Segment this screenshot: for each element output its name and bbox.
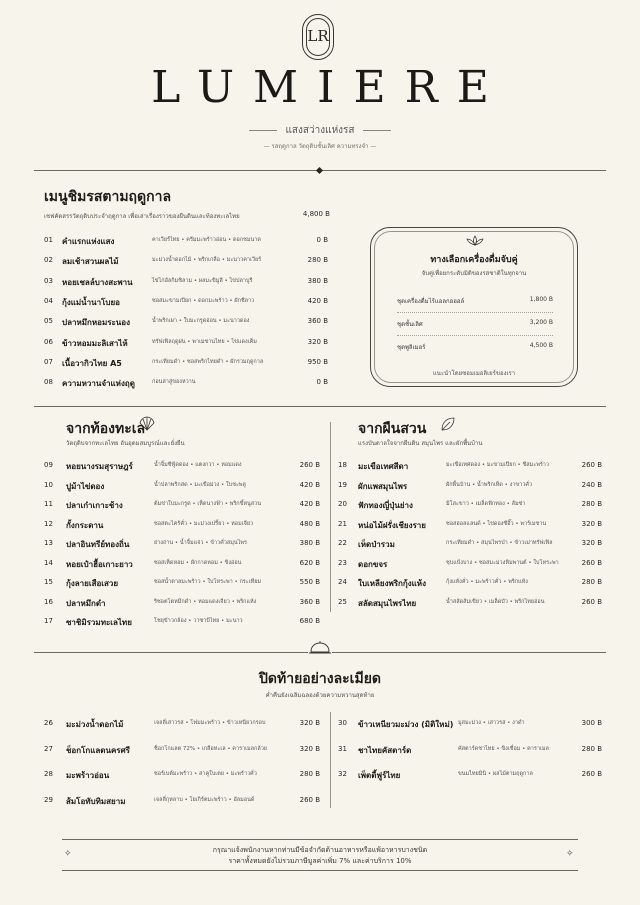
tasting-subtitle: เชฟคัดสรรวัตถุดิบประจำฤดูกาล เพื่อเล่าเรื่องราวของผืนดินและท้องทะเลไทย <box>44 213 240 220</box>
item-number: 27 <box>44 744 53 753</box>
menu-item <box>338 598 602 610</box>
dessert-column-divider <box>330 712 331 808</box>
item-number: 03 <box>44 276 53 285</box>
item-name: มะพร้าวอ่อน <box>66 771 110 780</box>
item-name: ปลาหมึกดำ <box>66 598 106 608</box>
cloche-icon <box>308 640 332 656</box>
menu-item <box>338 461 602 473</box>
item-name: สลัดสมุนไพรไทย <box>358 598 417 608</box>
menu-item <box>338 559 602 571</box>
item-name: เพ็ตตี้ฟูร์ไทย <box>358 771 401 780</box>
garden-title: จากผืนสวน <box>358 421 427 437</box>
footer-note <box>62 839 578 871</box>
menu-item <box>44 481 320 493</box>
logo-emblem <box>302 14 334 60</box>
item-number: 12 <box>44 519 53 528</box>
item-name: กุ้งลายเสือเสวย <box>66 579 119 588</box>
item-number: 32 <box>338 770 347 778</box>
item-name: เห็ดป่ารวม <box>358 540 395 549</box>
menu-item <box>338 520 602 532</box>
pairing-box <box>370 227 578 387</box>
pairing-separator <box>397 335 553 336</box>
item-name: มะเขือเทศสีดา <box>358 462 409 471</box>
item-price: 280 B <box>307 256 328 265</box>
item-price: 420 B <box>299 500 320 508</box>
menu-item <box>44 617 320 629</box>
item-price: 260 B <box>581 558 602 567</box>
item-number: 26 <box>44 719 53 727</box>
item-number: 04 <box>44 296 53 305</box>
menu-item <box>44 539 320 551</box>
item-name: ผักแพสมุนไพร <box>358 481 408 491</box>
menu-item <box>44 461 320 473</box>
dessert-title: ปิดท้ายอย่างละเมียด <box>259 671 381 687</box>
menu-item <box>338 578 602 590</box>
pairing-separator <box>397 312 553 313</box>
pairing-price: 1,800 B <box>529 296 553 303</box>
menu-item <box>44 520 320 532</box>
pairing-name: ชุดพูลิเมอร์ <box>397 344 426 351</box>
item-name: ซาชิมิรวมทะเลไทย <box>66 618 132 627</box>
item-description: ซอสมะขามเปียก • ดอกมะพร้าว • ผักชีลาว <box>152 297 255 304</box>
item-price: 260 B <box>581 770 602 778</box>
item-description: ชุบแป้งบาง • ซอสมะม่วงหิมพานต์ • ใบโหระพา <box>446 559 559 566</box>
menu-item <box>44 559 320 571</box>
item-name: ช็อกโกแลตนครศรี <box>66 745 130 755</box>
pairing-title: ทางเลือกเครื่องดื่มจับคู่ <box>430 255 518 265</box>
item-number: 28 <box>44 770 53 778</box>
item-name: ปูม้าไข่ดอง <box>66 481 105 491</box>
pairing-subtitle: จับคู่เพื่อยกระดับมิติของรสชาติในทุกจาน <box>421 270 527 277</box>
menu-item <box>44 770 320 782</box>
item-price: 0 B <box>316 236 328 244</box>
item-description: ริซอตโตหมึกดำ • หอมแดงเจียว • พริกแห้ง <box>154 598 257 605</box>
item-description: น้ำสลัดส้มเขียว • เมล็ดบัว • พริกไทยอ่อน <box>446 598 545 605</box>
item-number: 07 <box>44 357 53 366</box>
item-number: 18 <box>338 461 347 469</box>
item-price: 620 B <box>299 558 320 567</box>
item-description: คัสตาร์ดชาไทย • ขิงเชื่อม • คาราเมล <box>458 745 549 752</box>
item-description: กระเทียมดำ • สมุนไพรป่า • ข้าวเม่าทรัฟเฟิล <box>446 540 553 546</box>
menu-item <box>44 236 328 248</box>
menu-item <box>44 578 320 590</box>
item-price: 360 B <box>299 597 320 606</box>
item-name: ข้าวหอมมะลิเสาไห้ <box>62 338 128 348</box>
item-price: 360 B <box>307 317 328 326</box>
item-price: 260 B <box>581 461 602 469</box>
item-name: ปลาเก๋าเกาะช้าง <box>66 501 123 510</box>
item-number: 08 <box>44 378 53 387</box>
garden-subtitle: แรงบันดาลใจจากผืนดิน สมุนไพร และผักพื้นบ้าน <box>358 440 483 447</box>
item-description: ซอสเห็ดหอม • ผักกาดหอม • ขิงอ่อน <box>154 559 242 566</box>
shell-icon <box>138 416 156 436</box>
item-name: ปลาหมึกหอมระนอง <box>62 318 130 328</box>
section-divider <box>34 406 606 407</box>
item-description: มะเขือเทศดอง • มะขามเปียก • ชีสมะพร้าว <box>446 462 549 468</box>
pairing-row <box>397 342 553 352</box>
item-price: 380 B <box>299 539 320 547</box>
item-price: 320 B <box>581 519 602 528</box>
item-number: 21 <box>338 519 347 528</box>
column-divider <box>330 422 331 612</box>
item-description: ย่างถ่าน • น้ำจิ้มแจ่ว • ข้าวคั่วสมุนไพร <box>154 540 248 546</box>
pairing-price: 3,200 B <box>529 319 553 326</box>
pairing-footer: แนะนำโดยซอมเมอลิเยร์ของเรา <box>432 370 516 377</box>
item-price: 420 B <box>299 480 320 489</box>
item-name: ส้มโอทับทิมสยาม <box>66 796 126 806</box>
item-number: 31 <box>338 744 347 753</box>
item-price: 320 B <box>581 539 602 547</box>
item-name: ปลาอินทรีย์ทองถิ่น <box>66 540 130 549</box>
lotus-icon <box>465 232 485 244</box>
item-number: 22 <box>338 539 347 547</box>
item-number: 10 <box>44 480 53 489</box>
menu-item <box>338 719 602 731</box>
menu-item <box>44 378 328 390</box>
item-number: 19 <box>338 480 347 489</box>
divider-diamond <box>316 167 323 174</box>
pairing-name: ชุดเครื่องดื่มไร้แอลกอฮอล์ <box>397 298 465 305</box>
menu-item <box>44 598 320 610</box>
item-price: 550 B <box>299 578 320 586</box>
item-name: ฟักทองญี่ปุ่นย่าง <box>358 501 413 510</box>
pairing-row <box>397 296 553 306</box>
item-number: 11 <box>44 500 53 508</box>
item-name: มะม่วงน้ำดอกไม้ <box>66 720 124 729</box>
item-number: 15 <box>44 578 53 586</box>
item-name: หอยนางรมสุราษฎร์ <box>66 462 133 471</box>
menu-item <box>338 539 602 551</box>
item-name: ชาไทยคัสตาร์ด <box>358 745 412 755</box>
item-price: 260 B <box>299 461 320 469</box>
item-number: 14 <box>44 558 53 567</box>
item-price: 320 B <box>299 744 320 753</box>
item-name: กั้งกระดาน <box>66 520 104 530</box>
item-description: ซอสน้ำตาลมะพร้าว • ใบโหระพา • กระเทียม <box>154 579 262 585</box>
item-name: กุ้งแม่น้ำนาโบยอ <box>62 297 120 307</box>
tasting-price: 4,800 B <box>302 210 330 218</box>
item-number: 16 <box>44 597 53 606</box>
item-description: คาเวียร์ไทย • ครีมมะพร้าวอ่อน • ดอกชมนาด <box>152 237 261 243</box>
item-price: 280 B <box>581 500 602 508</box>
brand-name: LUMIERE <box>151 62 508 113</box>
sea-title: จากท้องทะเล <box>66 421 146 437</box>
item-name: ความหวานจำแห่งฤดู <box>62 379 135 389</box>
menu-item <box>44 796 320 808</box>
item-number: 20 <box>338 500 347 508</box>
item-description: ผักพื้นบ้าน • น้ำพริกเห็ด • งาขาวคั่ว <box>446 481 533 488</box>
item-number: 24 <box>338 578 347 586</box>
item-description: เจลลี่กุหลาบ • โยเกิร์ตมะพร้าว • อัลมอนด์ <box>154 796 255 803</box>
item-description: ไข่ไก่อัลกิมซิลาม • ผลมะขิมูลี • ไข่ปลาบูรี <box>152 277 253 284</box>
menu-item <box>44 338 328 350</box>
tagline: แสงสว่างแห่งรส <box>0 123 640 138</box>
item-number: 09 <box>44 461 53 469</box>
item-number: 29 <box>44 795 53 804</box>
pairing-price: 4,500 B <box>529 342 553 349</box>
item-description: ซอสฮอลแลนด์ • ไข่ดองซีอิ๊ว • พาร์เมซาน <box>446 520 547 527</box>
menu-item <box>44 358 328 370</box>
item-description: ต้มข่าใบมะกรูด • เห็ดนางฟ้า • พริกขี้หนูสวน <box>154 501 261 507</box>
menu-item <box>44 277 328 289</box>
item-description: กระเทียมดำ • ซอสพริกไทยดำ • ผักรวมฤดูกาล <box>152 358 264 365</box>
item-number: 02 <box>44 256 53 265</box>
menu-item <box>338 745 602 757</box>
item-description: กุ้งแห้งคั่ว • มะพร้าวคั่ว • พริกแห้ง <box>446 579 528 585</box>
pairing-row <box>397 319 553 329</box>
item-description: มิโสะขาว • เมล็ดฟักทอง • ส้มซ่า <box>446 501 526 507</box>
item-number: 30 <box>338 719 347 727</box>
menu-item <box>338 481 602 493</box>
item-number: 06 <box>44 337 53 346</box>
menu-item <box>44 297 328 309</box>
item-price: 280 B <box>581 744 602 753</box>
menu-item <box>44 256 328 268</box>
item-number: 01 <box>44 236 53 244</box>
logo-letters: LR <box>307 27 329 45</box>
item-name: หอยเป๋าฮื้อเกาะยาว <box>66 559 133 569</box>
pairing-name: ชุดชั้นเลิศ <box>397 321 423 328</box>
item-description: ทรัฟเฟิลฤดูฝน • พาเมซานไทย • ไข่แดงเค็ม <box>152 338 257 345</box>
item-description: มะม่วงน้ำดอกไม้ • พริกเกลือ • มะนาวคาเวียร์ <box>152 257 262 264</box>
item-price: 0 B <box>316 378 328 387</box>
item-description: น้ำพริกเผา • ใบมะกรูดอ่อน • มะนาวดอง <box>152 318 250 325</box>
item-description: ซอสตะไคร้คั่ว • มะม่วงเปรี้ยว • หอมเจียว <box>154 520 254 527</box>
item-description: โชยุข้าวกล้อง • วาซาบิไทย • มะนาว <box>154 618 243 624</box>
dessert-subtitle: ค่ำคืนยังเฉลิมฉลองด้วยความหวานสุดท้าย <box>265 692 375 699</box>
item-name: ใบเหลียงพริกกุ้งแห้ง <box>358 579 426 588</box>
sub-tagline: — รสฤดูกาล วัตถุดิบชั้นเลิศ ความทรงจำ — <box>263 143 377 150</box>
item-name: คำแรกแห่งแสง <box>62 237 115 246</box>
item-number: 25 <box>338 597 347 606</box>
item-price: 480 B <box>299 519 320 528</box>
item-name: หน่อไม้ฝรั่งเชียงราย <box>358 520 426 530</box>
item-price: 320 B <box>307 337 328 346</box>
item-name: เนื้อวากิวไทย A5 <box>62 358 122 368</box>
item-price: 240 B <box>581 480 602 489</box>
sea-subtitle: วัตถุดิบจากทะเลไทย อันอุดมสมบูรณ์และยั่งยืน <box>66 440 185 447</box>
item-price: 280 B <box>581 578 602 586</box>
item-number: 13 <box>44 539 53 547</box>
item-description: มูสมะม่วง • เสาวรส • งาดำ <box>458 720 525 726</box>
item-description: เจลลี่เสาวรส • โฟมมะพร้าว • ข้าวเหนียวกรอบ <box>154 720 266 726</box>
item-number: 17 <box>44 617 53 625</box>
menu-item <box>44 719 320 731</box>
item-description: ขนมไทยมินิ • ผลไม้ตามฤดูกาล <box>458 771 533 777</box>
item-number: 23 <box>338 558 347 567</box>
tasting-title: เมนูชิมรสตามฤดูกาล <box>44 189 172 205</box>
item-number: 05 <box>44 317 53 326</box>
footer-line-2: ราคาทั้งหมดยังไม่รวมภาษีมูลค่าเพิ่ม 7% และค่าบริการ 10% <box>228 857 412 865</box>
menu-item <box>338 770 602 782</box>
item-price: 320 B <box>299 719 320 727</box>
footer-ornament-left: ✧ <box>64 849 72 859</box>
item-price: 260 B <box>581 597 602 606</box>
item-name: ข้าวเหนียวมะม่วง (มิติใหม่) <box>358 720 454 729</box>
item-price: 280 B <box>299 770 320 778</box>
item-description: ซอร์เบต์มะพร้าว • สาคูใบเตย • มะพร้าวคั่ว <box>154 771 257 777</box>
menu-item <box>338 500 602 512</box>
leaf-icon <box>440 416 456 436</box>
item-description: ช็อกโกแลต 72% • เกลือทะเล • คาราเมลกล้วย <box>154 745 268 752</box>
item-description: น้ำปลาพริกสด • มะเขือม่วง • ใบชะพลู <box>154 481 246 488</box>
footer-ornament-right: ✧ <box>566 849 574 859</box>
item-price: 420 B <box>307 296 328 305</box>
menu-item <box>44 317 328 329</box>
item-name: หอยเชลล์บางสะพาน <box>62 277 133 287</box>
item-name: ลมเช้าสวนผลไม้ <box>62 257 119 267</box>
item-name: ดอกขจร <box>358 559 388 569</box>
item-price: 300 B <box>581 719 602 727</box>
item-price: 950 B <box>307 357 328 366</box>
item-price: 380 B <box>307 276 328 285</box>
menu-item <box>44 745 320 757</box>
item-description: น้ำจิ้มซีฟู้ดดอง • แตงกวา • หอมแดง <box>154 462 242 468</box>
item-description: ก่อนล่าสู่ของหวาน <box>152 379 196 386</box>
item-price: 680 B <box>299 617 320 625</box>
item-price: 260 B <box>299 795 320 804</box>
menu-item <box>44 500 320 512</box>
footer-line-1: กรุณาแจ้งพนักงานหากท่านมีข้อจำกัดด้านอาหารหรือแพ้อาหารบางชนิด <box>212 846 428 854</box>
